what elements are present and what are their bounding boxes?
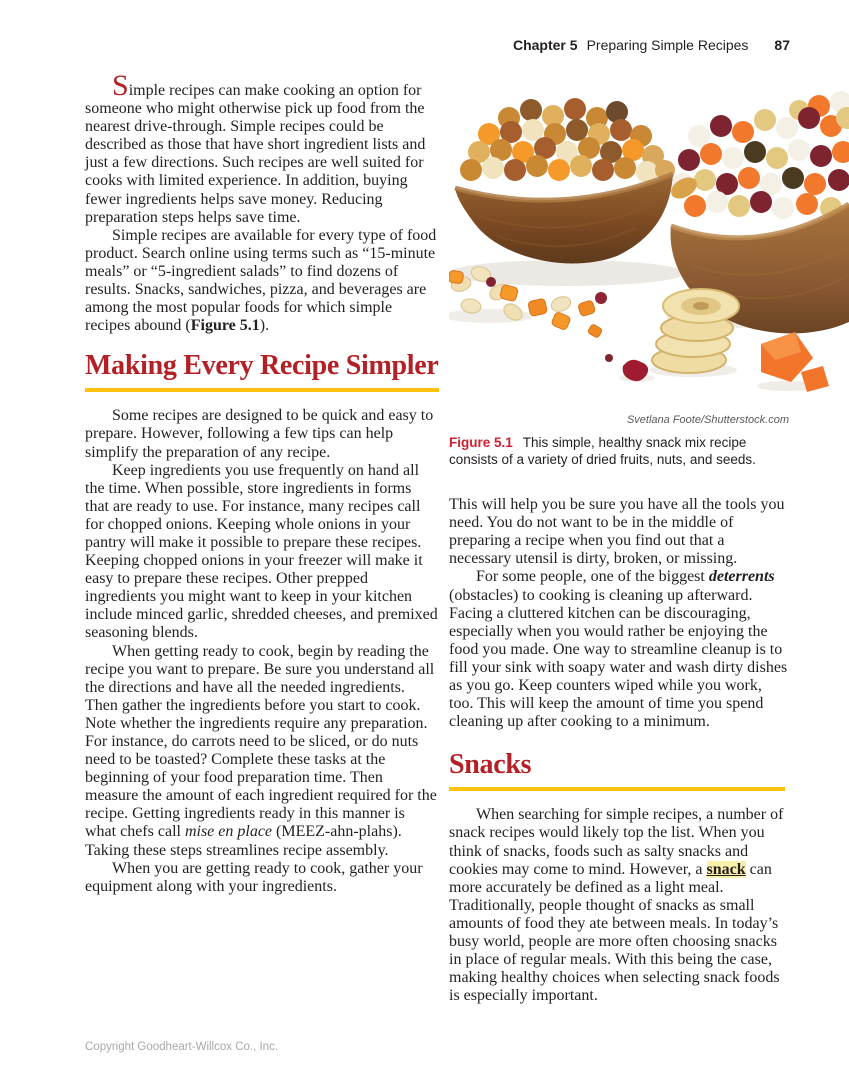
column2-paragraph-2 (449, 568, 789, 731)
left-column (85, 69, 439, 896)
deterrents-term: deterrents (708, 568, 775, 586)
banana-chip-stack (652, 289, 739, 373)
copyright-footer: Copyright Goodheart-Willcox Co., Inc. (85, 1041, 279, 1053)
photo-credit: Svetlana Foote/Shutterstock.com (626, 414, 789, 426)
page-number: 87 (774, 37, 790, 53)
snack-key-term: snack (706, 860, 746, 878)
section2-paragraph-1 (449, 806, 789, 1005)
section1-paragraph-3-text: When getting ready to cook, begin by reading the recipe you want to prepare. Be sure you understand all the directions and have all the needed ingredients. Then gather the ingredients before you start to cook. Note whether the ingredients require any preparation. For instance, do carrots need to be sliced, or do nuts need to be toasted? Complete these tasks at the beginning of your food preparation time. Then measure the amount of each ingredient required for the recipe. Getting ingredients ready in this manner is what chefs call (85, 642, 437, 841)
drop-cap: S (112, 69, 129, 102)
section-rule (85, 388, 439, 392)
figure-caption (449, 434, 789, 468)
figure-reference: Figure 5.1 (190, 317, 260, 335)
section1-paragraph-4: When you are getting ready to cook, gather your equipment along with your ingredients. (85, 859, 423, 895)
intro-paragraph-2-end: ). (259, 317, 270, 335)
chapter-label: Chapter 5 (512, 37, 578, 53)
intro-paragraph-1-text: imple recipes can make cooking an option for someone who might otherwise pick up food from the nearest drive-through. Simple recipes could be described as those that have short ingredient lists and just a few directions. Such recipes are well suited for cooks with limited experience. In addition, buying fewer ingredients helps save money. Reducing preparation steps helps save time. (85, 82, 426, 226)
section1-paragraph-3-end: (MEEZ-ahn-plahs). Taking these steps streamlines recipe assembly. (85, 823, 402, 859)
section1-paragraph-2: Keep ingredients you use frequently on hand all the time. When possible, store ingredients in forms that are ready to use. For instance, many recipes call for chopped onions. Keeping whole onions in your pantry will make it possible to prepare these recipes. Keeping chopped onions in your freezer will make it easy to prepare these recipes. Other prepped ingredients you might want to keep in your kitchen include minced garlic, shredded cheeses, and premixed seasoning blends. (85, 461, 438, 642)
figure-label: Figure 5.1 (449, 435, 513, 451)
section-title-making-every-recipe-simpler: Making Every Recipe Simpler (85, 350, 439, 382)
section1-paragraph-1: Some recipes are designed to be quick and easy to prepare. However, following a few tips can help simplify the preparation of any recipe. (85, 407, 434, 461)
column2-paragraph-1: This will help you be sure you have all the tools you need. You do not want to be in the middle of preparing a recipe when you find out that a necessary utensil is dirty, broken, or missing. (449, 496, 785, 568)
column2-paragraph-2-text: For some people, one of the biggest (476, 568, 709, 586)
intro-paragraph-2 (85, 227, 439, 336)
section1-paragraph-3 (85, 643, 439, 860)
chapter-title: Preparing Simple Recipes (586, 37, 749, 53)
right-column (449, 76, 849, 1005)
figure-caption-text: This simple, healthy snack mix recipe consists of a variety of dried fruits, nuts, and seeds. (449, 435, 756, 468)
section2-paragraph-1-end: can more accurately be defined as a light meal. Traditionally, people thought of snacks as small amounts of food they ate between meals. In today’s busy world, people are more often choosing snacks in place of regular meals. With this being the case, making healthy choices when selecting snack foods is especially important. (449, 860, 780, 1005)
intro-paragraph-2-text: Simple recipes are available for every type of food product. Search online using terms such as “15-minute meals” or “5-ingredient salads” to find dozens of results. Snacks, sandwiches, pizza, and beverages are among the most popular foods for which simple recipes abound ( (85, 226, 437, 335)
intro-paragraph-1 (85, 69, 439, 227)
snack-mix-photo (449, 76, 849, 408)
section2-paragraph-1-text: When searching for simple recipes, a number of snack recipes would likely top the list. When you think of snacks, foods such as salty snacks and cookies may come to mind. However, a (449, 806, 784, 878)
page-header (0, 37, 790, 53)
mise-en-place-term: mise en place (184, 823, 273, 841)
column2-paragraph-2-end: (obstacles) to cooking is cleaning up afterward. Facing a cluttered kitchen can be discouraging, especially when you would rather be enjoying the food you made. One way to streamline cleanup is to fill your sink with soapy water and wash dirty dishes as you go. Keep counters wiped while you work, too. This will keep the amount of time you spend cleaning up after cooking to a minimum. (449, 586, 788, 731)
section-rule-snacks (449, 787, 785, 791)
section-title-snacks: Snacks (449, 749, 532, 781)
